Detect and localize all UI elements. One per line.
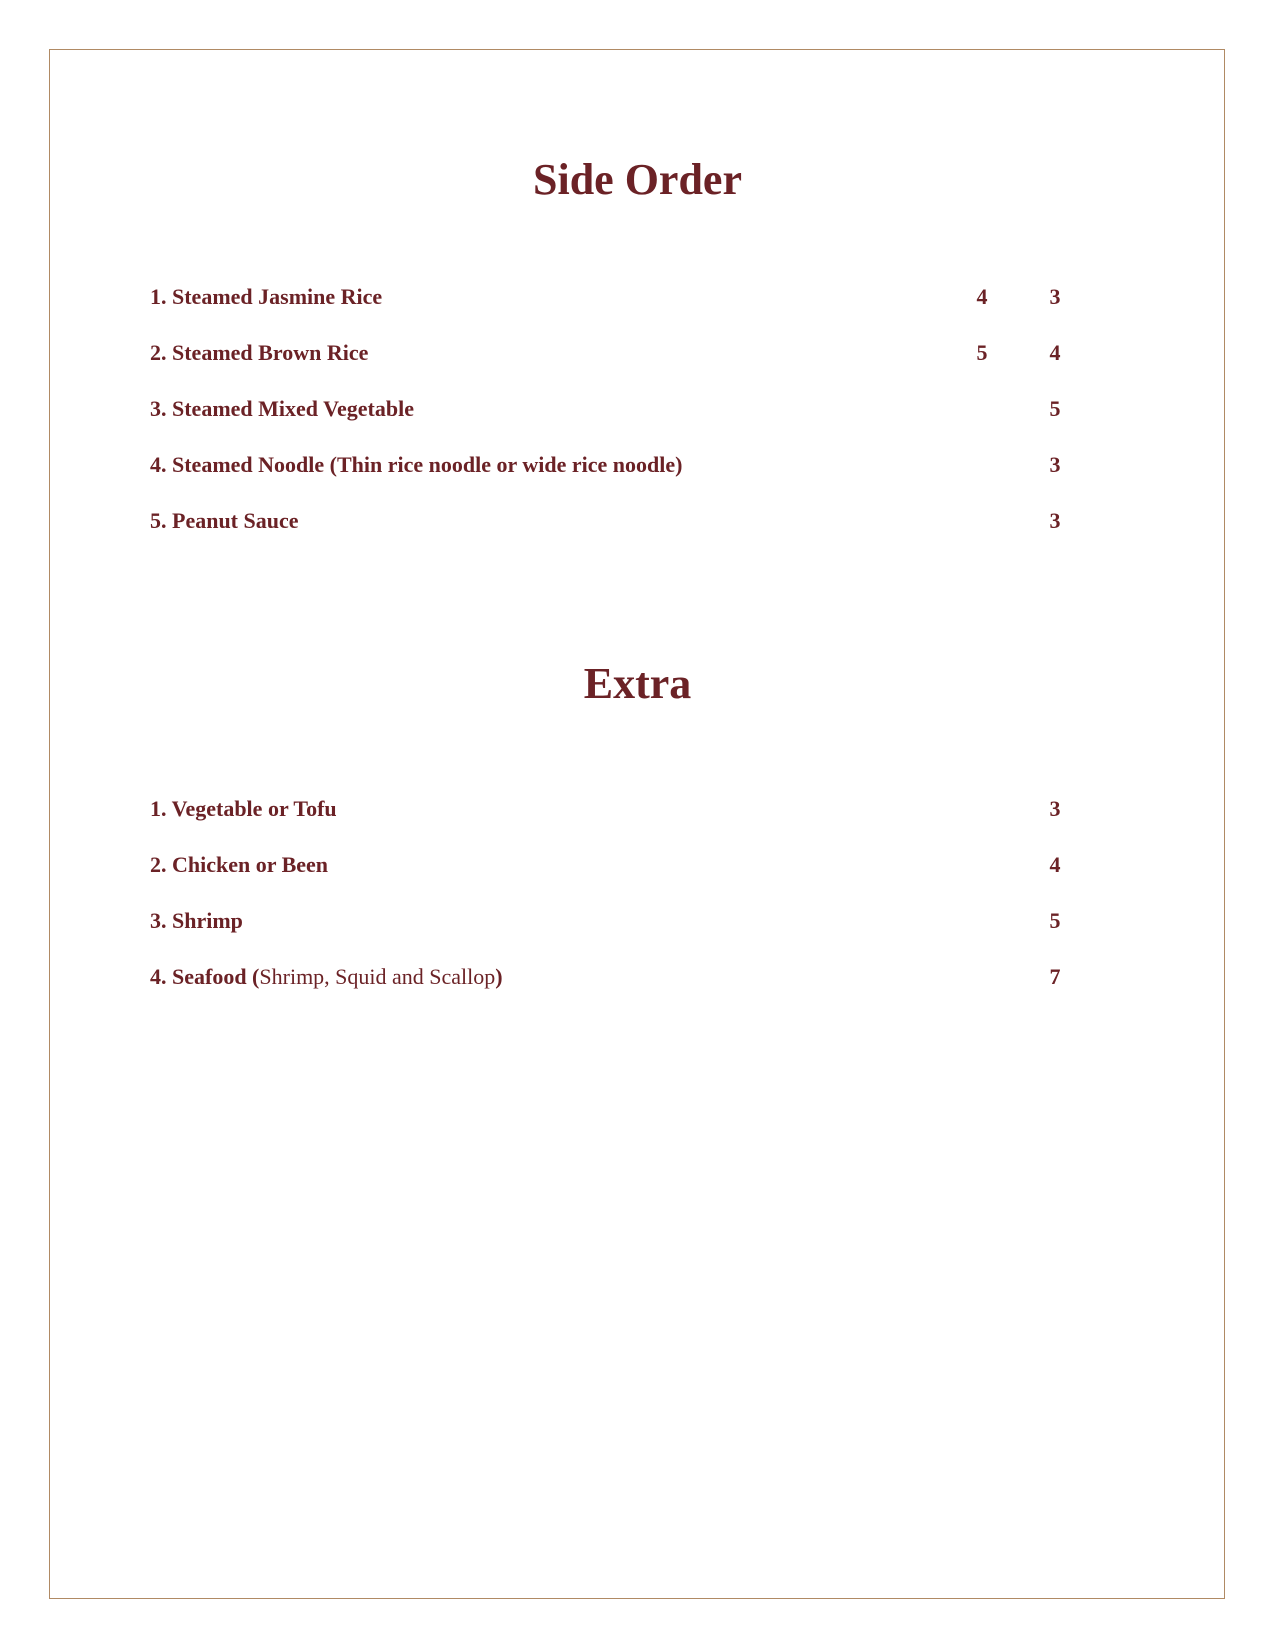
side-order-title: Side Order — [533, 155, 742, 204]
item-price: 5 — [1049, 396, 1061, 421]
extra-item-4 — [150, 962, 1070, 992]
item-name: 5. Peanut Sauce — [150, 508, 299, 533]
side-order-item-1 — [150, 282, 1070, 312]
item-price-small: 4 — [976, 284, 988, 309]
item-name: 4. Steamed Noodle (Thin rice noodle or wide rice noodle) — [150, 452, 683, 477]
item-description: Shrimp, Squid and Scallop — [259, 964, 496, 989]
side-order-item-3 — [150, 394, 1070, 424]
item-price: 3 — [1049, 284, 1061, 309]
item-price: 3 — [1049, 796, 1061, 821]
item-price: 5 — [1049, 908, 1061, 933]
extra-title: Extra — [583, 659, 692, 708]
item-name-close: ) — [495, 964, 503, 989]
side-order-item-4 — [150, 450, 1070, 480]
extra-item-2 — [150, 850, 1070, 880]
item-name-bold: 4. Seafood ( — [150, 964, 260, 989]
item-price: 7 — [1049, 964, 1061, 989]
item-name: 3. Shrimp — [150, 908, 243, 933]
item-price: 3 — [1049, 508, 1061, 533]
item-name: 3. Steamed Mixed Vegetable — [150, 396, 414, 421]
extra-item-1 — [150, 794, 1070, 824]
item-name: 2. Chicken or Been — [150, 852, 329, 877]
item-name: 2. Steamed Brown Rice — [150, 340, 369, 365]
side-order-item-5 — [150, 506, 1070, 536]
item-price-small: 5 — [976, 340, 988, 365]
item-name: 1. Vegetable or Tofu — [150, 796, 337, 821]
item-name — [150, 962, 503, 992]
side-order-item-2 — [150, 338, 1070, 368]
item-price: 4 — [1049, 340, 1061, 365]
item-name: 1. Steamed Jasmine Rice — [150, 284, 383, 309]
extra-item-3 — [150, 906, 1070, 936]
item-price: 3 — [1049, 452, 1061, 477]
item-price: 4 — [1049, 852, 1061, 877]
